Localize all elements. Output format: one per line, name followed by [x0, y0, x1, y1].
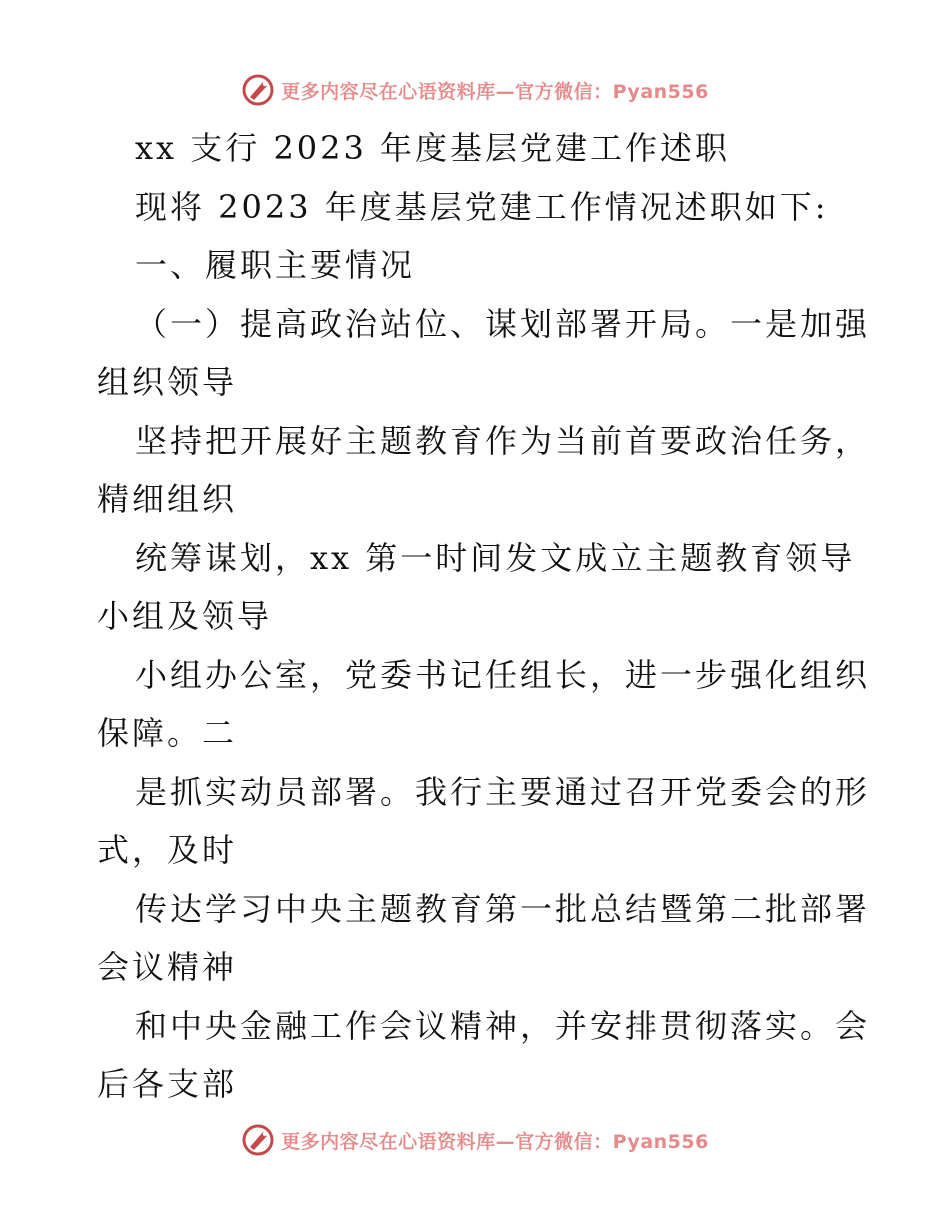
footer-banner-text: 更多内容尽在心语资料库—官方微信：Pyan556 [281, 1130, 709, 1153]
paragraph-line: 会议精神 [97, 948, 238, 986]
paragraph-line: 传达学习中央主题教育第一批总结暨第二批部署 [135, 890, 871, 928]
paragraph-line: 是抓实动员部署。我行主要通过召开党委会的形 [135, 773, 871, 811]
paragraph-line: 现将 2023 年度基层党建工作情况述职如下: [135, 188, 829, 226]
header-banner-text: 更多内容尽在心语资料库—官方微信：Pyan556 [281, 80, 709, 103]
paragraph-line: 小组及领导 [97, 597, 273, 635]
pen-logo-icon [241, 73, 275, 107]
paragraph-line: 和中央金融工作会议精神，并安排贯彻落实。会 [135, 1007, 871, 1045]
section-heading: 一、履职主要情况 [135, 246, 416, 284]
paragraph-line: 式，及时 [97, 831, 238, 869]
header-banner [0, 70, 950, 110]
paragraph-line: （一）提高政治站位、谋划部署开局。一是加强 [135, 305, 871, 343]
paragraph-line: 组织领导 [97, 363, 238, 401]
paragraph-line: 保障。二 [97, 714, 238, 752]
document-title: xx 支行 2023 年度基层党建工作述职 [135, 129, 731, 167]
paragraph-line: 统筹谋划，xx 第一时间发文成立主题教育领导 [135, 539, 856, 577]
footer-banner [0, 1120, 950, 1160]
paragraph-line: 坚持把开展好主题教育作为当前首要政治任务， [135, 422, 871, 460]
paragraph-line: 精细组织 [97, 480, 238, 518]
pen-logo-icon [241, 1123, 275, 1157]
paragraph-line: 后各支部 [97, 1065, 238, 1103]
paragraph-line: 小组办公室，党委书记任组长，进一步强化组织 [135, 656, 871, 694]
